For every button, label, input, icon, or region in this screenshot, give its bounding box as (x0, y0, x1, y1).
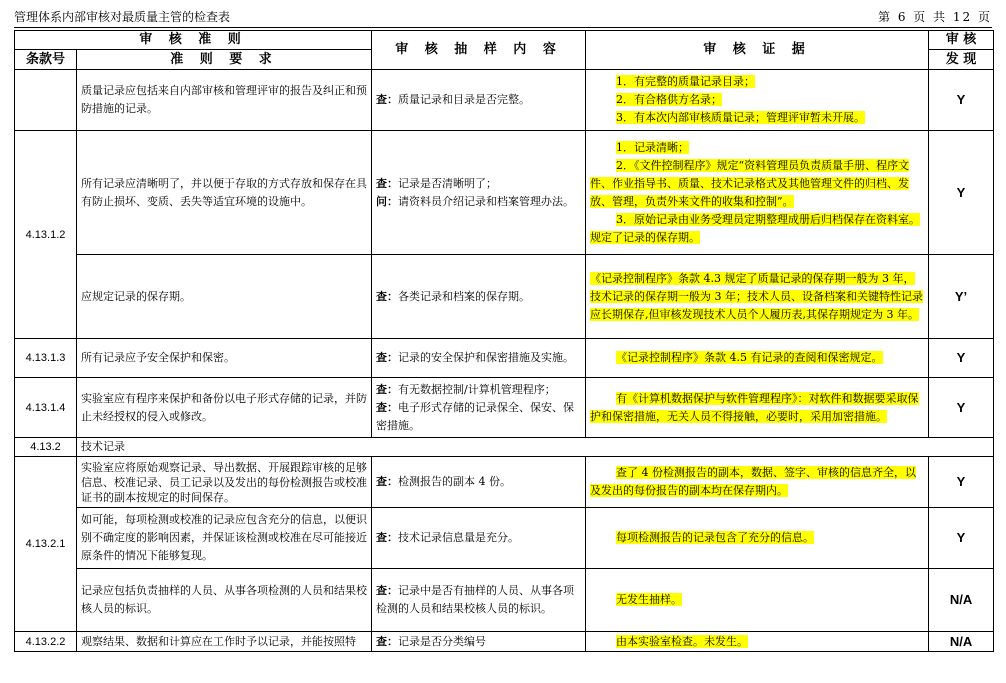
table-row (15, 378, 994, 438)
table-row (15, 70, 994, 131)
table-row (15, 632, 994, 652)
sampling-cell: 查：各类记录和档案的保存期。 (372, 255, 586, 339)
document-title: 管理体系内部审核对最质量主管的检查表 (14, 10, 231, 24)
clause-cell (15, 70, 77, 131)
finding-cell: Y (929, 508, 994, 569)
clause-cell: 4.13.1.3 (15, 339, 77, 378)
criteria-group-header: 审 核 准 则 (15, 31, 372, 50)
evidence-cell: 由本实验室检查。未发生。 (586, 632, 929, 652)
table-row (15, 569, 994, 632)
requirement-cell: 观察结果、数据和计算应在工作时予以记录，并能按照特 (77, 632, 372, 652)
finding-header-2: 发 现 (929, 50, 994, 70)
sampling-cell: 查：记录的安全保护和保密措施及实施。 (372, 339, 586, 378)
evidence-cell: 每项检测报告的记录包含了充分的信息。 (586, 508, 929, 569)
requirement-cell: 实验室应有程序来保护和备份以电子形式存储的记录，并防止未经授权的侵入或修改。 (77, 378, 372, 438)
table-row (15, 339, 994, 378)
requirement-cell: 如可能，每项检测或校准的记录应包含充分的信息，以便识别不确定度的影响因素，并保证该检测或校准在尽可能接近原条件的情况下能够复现。 (77, 508, 372, 569)
clause-cell: 4.13.1.2 (15, 131, 77, 339)
table-row (15, 508, 994, 569)
audit-checklist-table (14, 30, 994, 652)
finding-cell: Y (929, 131, 994, 255)
sampling-cell: 查：记录是否分类编号 (372, 632, 586, 652)
finding-cell: Y’ (929, 255, 994, 339)
clause-header: 条款号 (15, 50, 77, 70)
sampling-cell: 查：技术记录信息量是充分。 (372, 508, 586, 569)
evidence-cell: 有《计算机数据保护与软件管理程序》：对软件和数据要采取保护和保密措施，无关人员不得接触，必要时，采用加密措施。 (586, 378, 929, 438)
evidence-cell: 1．记录清晰； 2．《文件控制程序》规定“资料管理员负责质量手册、程序文件、作业指导书、质量、技术记录格式及其他管理文件的归档、发放、管理，负责外来文件的收集和控制”。 3．原始记录由业务受理员定期整理成册后归档保存在资料室。规定了记录的保存期。 (586, 131, 929, 255)
sampling-cell: 查：记录中是否有抽样的人员、从事各项检测的人员和结果校核人员的标识。 (372, 569, 586, 632)
requirement-cell: 质量记录应包括来自内部审核和管理评审的报告及纠正和预防措施的记录。 (77, 70, 372, 131)
sampling-cell: 查：检测报告的副本 4 份。 (372, 457, 586, 508)
table-row (15, 131, 994, 255)
requirement-cell: 记录应包括负责抽样的人员、从事各项检测的人员和结果校核人员的标识。 (77, 569, 372, 632)
table-row (15, 255, 994, 339)
table-row (15, 457, 994, 508)
sampling-cell: 查：质量记录和目录是否完整。 (372, 70, 586, 131)
evidence-cell: 查了 4 份检测报告的副本，数据、签字、审核的信息齐全，以及发出的每份报告的副本均在保存期内。 (586, 457, 929, 508)
clause-cell: 4.13.2.1 (15, 457, 77, 632)
requirement-cell: 实验室应将原始观察记录、导出数据、开展跟踪审核的足够信息、校准记录、员工记录以及发出的每份检测报告或校准证书的副本按规定的时间保存。 (77, 457, 372, 508)
section-row (15, 438, 994, 457)
evidence-cell: 《记录控制程序》条款 4.5 有记录的查阅和保密规定。 (586, 339, 929, 378)
requirement-cell: 所有记录应予安全保护和保密。 (77, 339, 372, 378)
evidence-cell: 无发生抽样。 (586, 569, 929, 632)
header-rule (14, 27, 992, 28)
finding-cell: Y (929, 457, 994, 508)
requirement-header: 准 则 要 求 (77, 50, 372, 70)
evidence-header: 审 核 证 据 (586, 31, 929, 70)
finding-header-1: 审 核 (929, 31, 994, 50)
sampling-cell: 查：有无数据控制/计算机管理程序； 查：电子形式存储的记录保全、保安、保密措施。 (372, 378, 586, 438)
finding-cell: N/A (929, 569, 994, 632)
finding-cell: N/A (929, 632, 994, 652)
sampling-cell: 查：记录是否清晰明了； 问：请资料员介绍记录和档案管理办法。 (372, 131, 586, 255)
evidence-cell: 1．有完整的质量记录目录； 2．有合格供方名录； 3．有本次内部审核质量记录；管理评审暂未开展。 (586, 70, 929, 131)
finding-cell: Y (929, 378, 994, 438)
sampling-header: 审 核 抽 样 内 容 (372, 31, 586, 70)
requirement-cell: 所有记录应清晰明了，并以便于存取的方式存放和保存在具有防止损坏、变质、丢失等适宜环境的设施中。 (77, 131, 372, 255)
page-header (14, 8, 992, 24)
finding-cell: Y (929, 339, 994, 378)
section-title: 技术记录 (77, 438, 994, 457)
clause-cell: 4.13.2 (15, 438, 77, 457)
requirement-cell: 应规定记录的保存期。 (77, 255, 372, 339)
page-number: 第 6 页 共 12 页 (878, 10, 992, 24)
evidence-cell: 《记录控制程序》条款 4.3 规定了质量记录的保存期一般为 3 年，技术记录的保存期一般为 3 年；技术人员、设备档案和关键特性记录应长期保存,但审核发现技术人员个人履历表,其保存期规定为 3 年。 (586, 255, 929, 339)
clause-cell: 4.13.2.2 (15, 632, 77, 652)
clause-cell: 4.13.1.4 (15, 378, 77, 438)
finding-cell: Y (929, 70, 994, 131)
